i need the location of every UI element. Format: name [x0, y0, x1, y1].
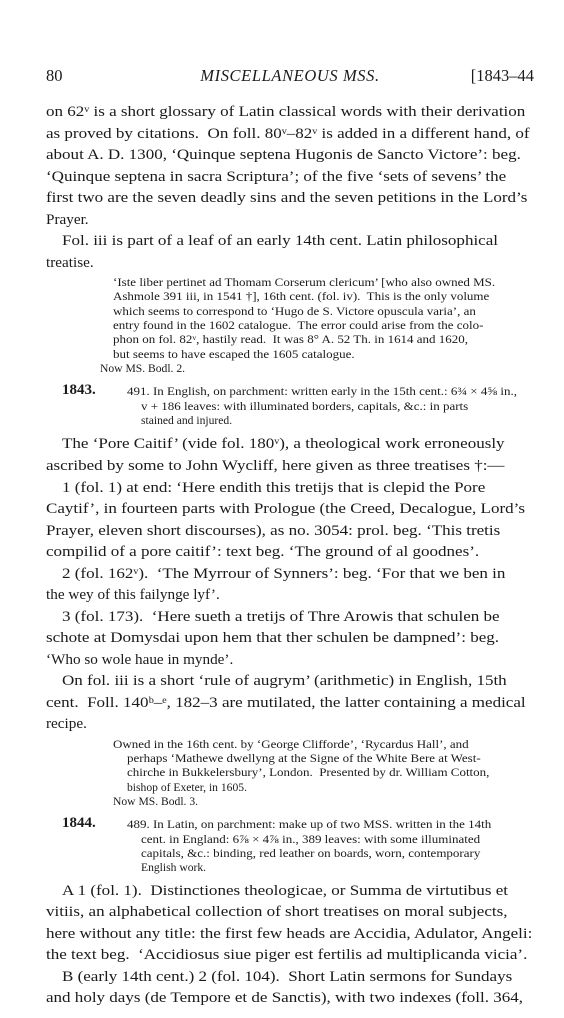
text-line: B (early 14th cent.) 2 (fol. 104). Short Latin sermons for Sundays	[62, 968, 513, 985]
text-line: Prayer, eleven short discourses), as no. 3054: prol. beg. ‘This tretis	[46, 522, 501, 539]
note-line: Owned in the 16th cent. by ‘George Clifforde’, ‘Rycardus Hall’, and	[113, 738, 469, 751]
text-line: here without any title: the first few heads are Accidia, Adulator, Angeli:	[46, 925, 533, 942]
shelfmark-line: Now MS. Bodl. 3.	[113, 795, 199, 808]
text-line: On fol. iii is a short ‘rule of augrym’ (arithmetic) in English, 15th	[62, 672, 507, 689]
text-line: cent. Foll. 140ᵇ–ᵉ, 182–3 are mutilated, the latter containing a medical	[46, 694, 526, 711]
note-line: ‘Iste liber pertinet ad Thomam Corserum clericum’ [who also owned MS.	[113, 276, 496, 289]
text-line: A 1 (fol. 1). Distinctiones theologicae, or Summa de virtutibus et	[62, 882, 508, 899]
text-line: 2 (fol. 162ᵛ). ‘The Myrrour of Synners’: beg. ‘For that we ben in	[62, 565, 506, 582]
text-line: Prayer.	[46, 211, 89, 228]
text-line: 1 (fol. 1) at end: ‘Here endith this tretijs that is clepid the Pore	[62, 479, 486, 496]
text-line: ‘Who so wole haue in mynde’.	[46, 651, 234, 668]
description-line: v + 186 leaves: with illuminated borders, capitals, &c.: in parts	[141, 400, 469, 413]
text-line: 3 (fol. 173). ‘Here sueth a tretijs of Thre Arowis that schulen be	[62, 608, 500, 625]
text-line: compilid of a pore caitif’: text beg. ‘The ground of al goodnes’.	[46, 543, 480, 560]
text-line: about A. D. 1300, ‘Quinque septena Hugonis de Sancto Victore’: beg.	[46, 146, 521, 163]
running-title: MISCELLANEOUS MSS.	[200, 66, 380, 85]
text-line: the text beg. ‘Accidiosus siue piger est fertilis ad multiplicanda vicia’.	[46, 946, 528, 963]
note-line: Ashmole 391 iii, in 1541 †], 16th cent. (fol. iv). This is the only volume	[113, 290, 490, 303]
text-line: Fol. iii is part of a leaf of an early 14th cent. Latin philosophical	[62, 232, 499, 249]
description-line: stained and injured.	[141, 414, 233, 427]
text-line: first two are the seven deadly sins and the seven petitions in the Lord’s	[46, 189, 528, 206]
text-line: treatise.	[46, 254, 94, 271]
text-line: and holy days (de Tempore et de Sanctis), with two indexes (foll. 364,	[46, 989, 524, 1006]
note-line: perhaps ‘Mathewe dwellyng at the Signe of the White Bere at West-	[127, 752, 481, 765]
description-line: 491. In English, on parchment: written early in the 15th cent.: 6¾ × 4⅝ in.,	[127, 385, 517, 398]
page-number: 80	[46, 66, 63, 85]
text-line: The ‘Pore Caitif’ (vide fol. 180ᵛ), a theological work erroneously	[62, 435, 505, 452]
text-line: vitiis, an alphabetical collection of short treatises on moral subjects,	[46, 903, 508, 920]
text-line: the wey of this failynge lyf’.	[46, 586, 220, 603]
description-line: capitals, &c.: binding, red leather on boards, worn, contemporary	[141, 847, 481, 860]
text-line: ‘Quinque septena in sacra Scriptura’; of the five ‘sets of sevens’ the	[46, 168, 507, 185]
entry-number: 1843.	[62, 382, 96, 398]
entry-number: 1844.	[62, 815, 96, 831]
note-line: but seems to have escaped the 1605 catalogue.	[113, 348, 355, 361]
note-line: bishop of Exeter, in 1605.	[127, 781, 247, 794]
year-range: [1843–44	[470, 66, 534, 85]
text-line: recipe.	[46, 715, 87, 732]
description-line: cent. in England: 6⅞ × 4⅞ in., 389 leaves: with some illuminated	[141, 833, 481, 846]
text-line: as proved by citations. On foll. 80ᵛ–82ᵛ is added in a different hand, of	[46, 125, 530, 142]
text-line: schote at Domysdai upon hem that ther schulen be dampned’: beg.	[46, 629, 500, 646]
text-line: Caytif’, in fourteen parts with Prologue (the Creed, Decalogue, Lord’s	[46, 500, 525, 517]
description-line: English work.	[141, 861, 207, 874]
text-line: ascribed by some to John Wycliff, here given as three treatises †:—	[46, 457, 505, 474]
note-line: which seems to correspond to ‘Hugo de S. Victore opuscula varia’, an	[113, 305, 476, 318]
note-line: entry found in the 1602 catalogue. The error could arise from the colo-	[113, 319, 484, 332]
text-line: on 62ᵛ is a short glossary of Latin classical words with their derivation	[46, 103, 526, 120]
description-line: 489. In Latin, on parchment: make up of two MSS. written in the 14th	[127, 818, 492, 831]
note-line: chirche in Bukkelersbury’, London. Presented by dr. William Cotton,	[127, 766, 490, 779]
shelfmark-line: Now MS. Bodl. 2.	[100, 362, 186, 375]
note-line: phon on fol. 82ᵛ, hastily read. It was 8° A. 52 Th. in 1614 and 1620,	[113, 333, 469, 346]
